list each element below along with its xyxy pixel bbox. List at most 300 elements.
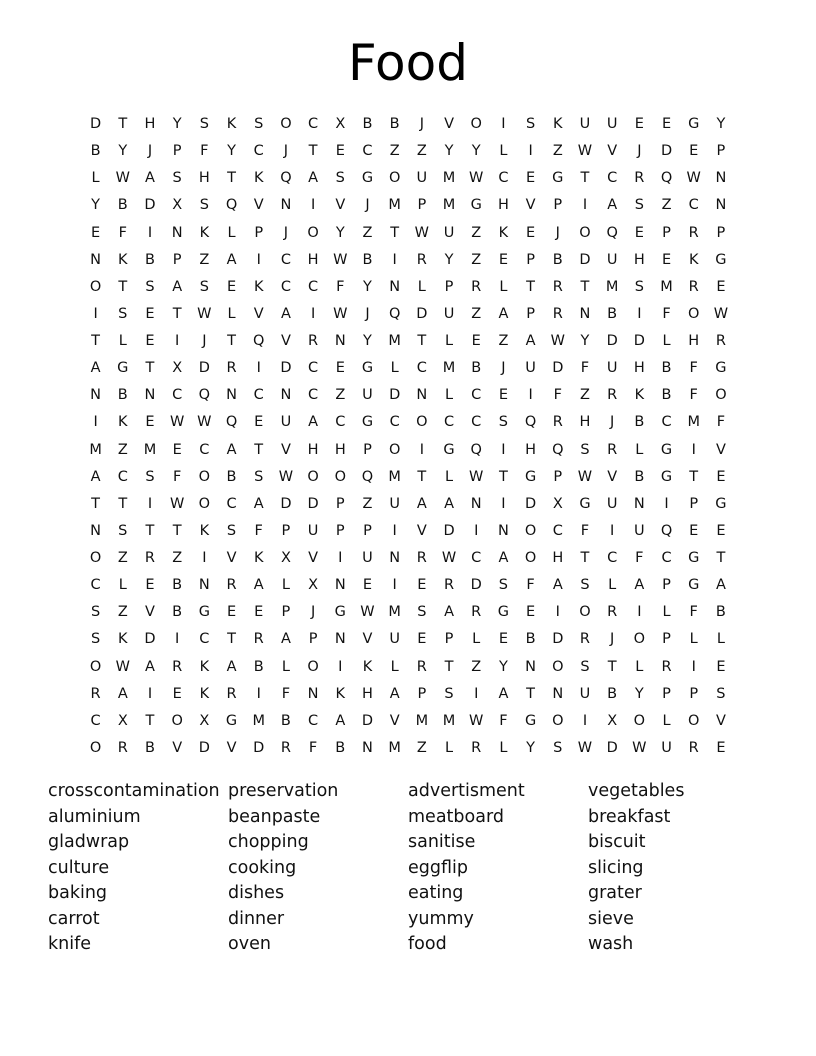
grid-letter: Z [471,658,482,675]
grid-letter: A [715,577,726,594]
grid-letter: A [308,170,319,187]
grid-letter: A [335,712,346,729]
grid-letter: Y [118,143,128,160]
grid-letter: D [90,116,102,132]
grid-letter: I [392,522,397,539]
grid-letter: D [660,143,673,160]
grid-letter: M [388,604,401,621]
grid-letter: W [469,170,484,187]
grid-letter: W [197,305,212,322]
grid-letter: N [90,387,102,404]
grid-letter: T [390,224,400,241]
grid-letter: F [689,387,698,404]
grid-letter: R [90,685,101,702]
grid-letter: V [715,712,726,729]
grid-letter: J [501,360,506,377]
grid-letter: P [689,685,699,702]
grid-letter: F [254,522,263,539]
grid-letter: C [416,360,427,377]
grid-letter: U [606,251,618,268]
grid-letter: Y [471,143,481,160]
grid-letter: Q [225,197,238,214]
word-list-item: cooking [228,857,297,878]
grid-letter: W [577,468,593,485]
grid-letter: M [415,712,429,729]
grid-letter: T [417,333,427,349]
grid-letter: R [416,550,427,566]
grid-letter: Q [660,170,673,187]
grid-letter: T [118,495,128,512]
grid-letter: T [716,550,726,566]
grid-letter: B [144,251,155,268]
grid-letter: K [362,658,373,675]
grid-letter: G [443,441,455,458]
grid-letter: W [441,550,457,566]
grid-letter: O [334,468,346,485]
word-list-item: knife [48,934,92,954]
grid-letter: J [610,631,615,648]
grid-letter: K [118,631,128,648]
grid-letter: L [499,739,508,756]
grid-letter: B [172,604,183,621]
grid-letter: R [117,739,128,756]
grid-letter: K [253,278,264,295]
grid-letter: I [392,251,397,268]
grid-letter: D [361,712,374,729]
grid-letter: L [444,739,454,756]
grid-letter: V [253,305,264,322]
grid-letter: I [93,414,98,431]
grid-letter: E [145,305,155,322]
grid-letter: Z [580,387,590,404]
grid-letter: L [444,333,454,349]
grid-letter: C [280,278,291,295]
grid-letter: O [633,712,646,729]
grid-letter: P [444,278,454,295]
grid-letter: G [225,712,238,729]
grid-letter: F [200,143,209,160]
grid-letter: C [117,468,128,485]
grid-letter: G [361,170,374,187]
grid-letter: G [361,414,374,431]
grid-letter: Y [363,278,372,295]
grid-letter: H [362,685,373,702]
grid-letter: O [307,468,319,485]
grid-letter: T [607,658,617,675]
grid-letter: C [199,441,210,458]
grid-letter: Y [227,143,236,160]
grid-letter: V [444,116,454,132]
grid-letter: I [582,197,588,214]
grid-letter: T [308,143,318,160]
grid-letter: B [715,604,726,621]
grid-letter: S [254,116,264,132]
grid-letter: U [443,224,455,241]
grid-letter: R [443,577,455,594]
grid-letter: C [308,278,319,295]
grid-letter: R [688,224,699,241]
grid-letter: F [635,550,644,566]
grid-letter: T [145,522,155,539]
grid-letter: Z [661,197,672,214]
grid-letter: B [172,577,183,594]
grid-letter: Q [280,170,292,187]
grid-letter: E [362,577,373,594]
word-list-item: slicing [588,857,644,878]
grid-letter: P [526,251,535,268]
grid-letter: E [661,251,672,268]
grid-letter: N [90,251,102,268]
grid-letter: R [253,631,264,648]
word-list-item: eggflip [408,857,468,878]
grid-letter: X [280,550,291,566]
grid-letter: K [199,658,210,675]
grid-letter: Z [552,143,563,160]
grid-letter: F [172,468,182,485]
grid-letter: N [334,577,346,594]
grid-letter: T [118,278,128,295]
grid-letter: D [416,305,428,322]
grid-letter: O [89,550,102,566]
grid-letter: X [199,712,210,729]
grid-letter: E [145,414,155,431]
grid-letter: V [607,143,618,160]
grid-letter: V [525,197,536,214]
grid-letter: C [280,251,291,268]
grid-letter: P [526,305,535,322]
grid-letter: N [389,550,401,566]
grid-letter: M [660,278,673,295]
grid-letter: V [607,468,618,485]
grid-letter: F [118,224,127,241]
grid-letter: G [715,360,727,377]
grid-letter: K [498,224,509,241]
grid-letter: Q [552,441,564,458]
grid-letter: P [553,468,563,485]
grid-letter: P [335,522,345,539]
grid-letter: O [307,658,319,675]
grid-letter: N [307,685,319,702]
grid-letter: F [580,360,590,377]
grid-letter: T [580,170,590,187]
word-list-item: aluminium [48,806,141,827]
grid-letter: L [472,631,481,648]
grid-letter: T [91,333,101,349]
grid-letter: I [501,116,506,132]
grid-letter: D [525,495,537,512]
grid-letter: S [634,197,644,214]
grid-letter: T [254,441,264,458]
grid-letter: L [390,360,399,377]
grid-letter: U [525,360,536,377]
grid-letter: P [363,441,372,458]
grid-letter: D [552,631,564,648]
grid-letter: P [363,522,372,539]
grid-letter: D [470,577,482,594]
grid-letter: L [499,143,508,160]
grid-letter: P [172,251,182,268]
grid-letter: O [524,522,537,539]
grid-letter: V [416,522,427,539]
grid-letter: S [145,468,155,485]
grid-letter: V [253,197,264,214]
grid-letter: A [253,577,264,594]
grid-letter: O [89,658,102,675]
grid-letter: M [388,739,401,756]
grid-letter: I [202,550,207,566]
grid-letter: M [388,197,401,214]
grid-letter: E [526,604,536,621]
grid-letter: O [280,116,292,132]
grid-letter: B [362,116,373,132]
grid-letter: B [661,387,672,404]
word-list-item: crosscontamination [48,781,220,801]
grid-letter: U [606,360,618,377]
word-list-item: yummy [408,908,474,929]
grid-letter: A [607,197,618,214]
grid-letter: G [715,251,727,268]
word-list-item: gladwrap [48,832,130,852]
grid-letter: A [416,495,427,512]
grid-letter: Q [524,414,537,431]
grid-letter: N [497,522,509,539]
grid-letter: D [307,495,319,512]
grid-letter: M [687,414,700,431]
grid-letter: O [715,387,727,404]
grid-letter: G [524,468,537,485]
grid-letter: M [388,333,401,349]
grid-letter: P [662,631,671,648]
word-list-item: biscuit [588,832,646,852]
grid-letter: B [226,468,237,485]
grid-letter: W [115,170,130,187]
grid-letter: H [633,360,645,377]
grid-letter: K [553,116,563,132]
word-search-grid [82,111,735,762]
grid-letter: K [118,414,128,431]
grid-letter: I [147,495,153,512]
grid-letter: Y [172,116,182,132]
grid-letter: V [280,333,291,349]
grid-letter: Y [444,143,454,160]
grid-letter: G [361,360,374,377]
grid-letter: E [417,577,427,594]
grid-letter: L [608,577,617,594]
grid-letter: O [198,495,211,512]
grid-letter: M [605,278,619,295]
grid-letter: F [499,712,508,729]
grid-letter: G [198,604,210,621]
word-list-item: sanitise [408,832,476,852]
grid-letter: F [308,739,318,756]
grid-letter: L [227,224,236,241]
grid-letter: G [524,712,537,729]
grid-letter: A [444,495,454,512]
grid-letter: G [660,441,673,458]
grid-letter: Q [606,224,618,241]
grid-letter: I [474,685,479,702]
grid-letter: O [416,414,428,431]
grid-letter: M [442,170,456,187]
grid-letter: D [280,495,292,512]
grid-letter: O [388,170,401,187]
grid-letter: A [498,305,509,322]
grid-letter: L [662,712,671,729]
grid-letter: N [552,685,564,702]
grid-letter: W [632,739,647,756]
grid-letter: Y [444,251,454,268]
grid-letter: U [280,414,292,431]
grid-letter: E [716,739,726,756]
grid-letter: R [607,387,618,404]
grid-letter: P [417,685,427,702]
grid-letter: N [280,387,292,404]
grid-letter: C [443,414,455,431]
grid-letter: C [253,387,264,404]
word-list [48,779,768,958]
grid-letter: T [689,468,699,485]
grid-letter: E [226,278,237,295]
grid-letter: I [256,251,261,268]
grid-letter: D [606,333,618,349]
grid-letter: N [362,739,373,756]
grid-letter: C [308,712,319,729]
grid-letter: U [579,116,591,132]
grid-letter: S [172,170,182,187]
grid-letter: L [444,387,454,404]
grid-letter: E [634,116,644,132]
grid-letter: R [416,251,427,268]
grid-letter: L [635,441,644,458]
grid-letter: H [307,441,319,458]
grid-letter: U [362,387,373,404]
grid-letter: N [525,658,537,675]
grid-letter: D [606,739,618,756]
grid-letter: R [552,305,563,322]
grid-letter: N [198,577,210,594]
grid-letter: L [118,577,127,594]
grid-letter: P [716,224,726,241]
grid-letter: L [91,170,100,187]
grid-letter: C [661,414,672,431]
grid-letter: Z [362,495,373,512]
grid-letter: B [607,685,618,702]
grid-letter: O [89,278,102,295]
grid-letter: E [172,441,182,458]
grid-letter: A [308,414,319,431]
grid-letter: Z [335,387,346,404]
grid-letter: S [226,522,237,539]
grid-letter: A [145,658,155,675]
grid-letter: A [226,441,237,458]
grid-letter: P [444,631,454,648]
grid-letter: N [171,224,183,241]
grid-letter: H [198,170,210,187]
grid-letter: I [474,522,479,539]
grid-letter: E [91,224,101,241]
grid-letter: H [144,116,156,132]
grid-letter: J [365,305,370,322]
grid-letter: J [147,143,153,160]
grid-letter: D [198,360,210,377]
grid-letter: B [280,712,291,729]
grid-letter: W [360,604,375,621]
grid-letter: D [280,360,292,377]
grid-letter: G [497,604,510,621]
grid-letter: I [419,441,424,458]
grid-letter: S [498,577,509,594]
grid-letter: E [471,333,481,349]
grid-letter: Q [253,333,265,349]
grid-letter: S [199,197,209,214]
grid-letter: H [525,441,537,458]
grid-letter: X [552,495,563,512]
grid-letter: N [226,387,237,404]
grid-letter: F [689,360,698,377]
grid-letter: V [280,441,291,458]
grid-letter: D [253,739,265,756]
grid-letter: Z [471,251,482,268]
grid-letter: G [688,550,700,566]
grid-letter: E [335,143,345,160]
grid-letter: G [334,604,346,621]
grid-letter: A [117,685,128,702]
grid-letter: J [555,224,560,241]
grid-letter: P [662,224,671,241]
grid-letter: Z [117,604,128,621]
grid-letter: K [634,387,645,404]
grid-letter: C [498,170,509,187]
grid-letter: O [688,712,700,729]
grid-letter: R [308,333,319,349]
grid-letter: P [662,685,671,702]
grid-letter: T [91,495,101,512]
grid-letter: S [716,685,726,702]
grid-letter: N [334,333,346,349]
word-list-item: eating [408,883,464,903]
grid-letter: U [416,170,428,187]
grid-letter: U [606,116,618,132]
grid-letter: R [280,739,291,756]
grid-letter: I [392,577,397,594]
grid-letter: R [634,170,645,187]
grid-letter: S [254,468,264,485]
grid-letter: V [389,712,400,729]
grid-letter: G [470,197,482,214]
grid-letter: C [471,550,482,566]
grid-letter: B [117,197,128,214]
grid-letter: J [283,143,289,160]
grid-letter: B [389,116,400,132]
grid-letter: F [716,414,726,431]
grid-letter: F [281,685,291,702]
word-list-item: advertisment [408,781,525,801]
grid-letter: K [253,170,264,187]
grid-letter: N [715,170,727,187]
grid-letter: Z [471,224,482,241]
word-list-item: carrot [48,908,100,929]
grid-letter: O [552,712,564,729]
grid-letter: T [118,116,128,132]
grid-letter: A [389,685,400,702]
grid-letter: W [333,251,348,268]
grid-letter: C [661,550,672,566]
grid-letter: J [365,197,370,214]
grid-letter: Y [526,739,536,756]
grid-letter: A [498,685,509,702]
grid-letter: I [147,224,153,241]
grid-letter: I [256,685,261,702]
